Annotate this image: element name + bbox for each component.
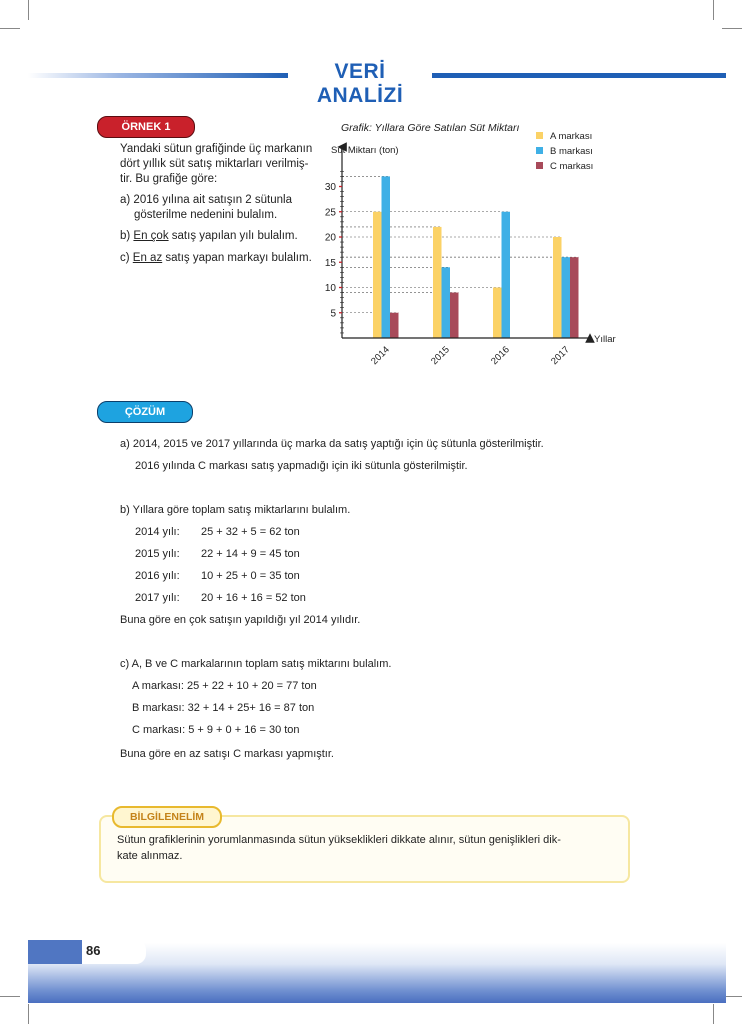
year-total-calc: 25 + 32 + 5 = 62 ton xyxy=(201,526,300,538)
bar-chart xyxy=(326,115,616,375)
crop-mark xyxy=(0,996,20,997)
question-block xyxy=(120,142,340,266)
crop-mark xyxy=(713,0,714,20)
brand-total: C markası: 5 + 9 + 0 + 16 = 30 ton xyxy=(132,724,300,736)
solution-b-intro: b) Yıllara göre toplam satış miktarlarını bulalım. xyxy=(120,504,351,516)
legend-label: B markası xyxy=(550,146,593,157)
legend-swatch xyxy=(536,147,543,154)
x-tick-label: 2016 xyxy=(489,344,512,368)
year-total-calc: 20 + 16 + 16 = 52 ton xyxy=(201,592,306,604)
x-tick-label: 2014 xyxy=(369,344,392,368)
y-axis-label: Süt Miktarı (ton) xyxy=(331,145,399,156)
question-a-line1: a) 2016 yılına ait satışın 2 sütunla xyxy=(120,194,292,206)
crop-mark xyxy=(722,28,742,29)
question-a-line2: gösterilme nedenini bulalım. xyxy=(134,209,278,221)
page-title: VERİ ANALİZİ xyxy=(316,60,404,107)
solution-c-intro: c) A, B ve C markalarının toplam satış miktarını bulalım. xyxy=(120,658,392,670)
crop-mark xyxy=(28,1004,29,1024)
info-text-line2: kate alınmaz. xyxy=(117,850,183,862)
question-b-suffix: satış yapılan yılı bulalım. xyxy=(168,230,298,242)
question-c-prefix: c) xyxy=(120,252,133,264)
question-c-emphasis: En az xyxy=(132,252,163,264)
crop-mark xyxy=(28,0,29,20)
y-tick-label: 25 xyxy=(324,207,336,219)
info-text-line1: Sütun grafiklerinin yorumlanmasında sütun yükseklikleri dikkate alınır, sütun genişlikleri dik- xyxy=(117,834,561,846)
solution-label: ÇÖZÜM xyxy=(97,401,193,423)
page-number: 86 xyxy=(86,943,101,958)
y-tick-label: 20 xyxy=(324,232,336,244)
year-total-calc: 10 + 25 + 0 = 35 ton xyxy=(201,570,300,582)
question-c-suffix: satış yapan markayı bulalım. xyxy=(162,252,312,264)
year-total-label: 2015 yılı: xyxy=(135,548,180,560)
bar-a-2015 xyxy=(433,227,442,338)
x-tick-label: 2015 xyxy=(429,344,452,368)
year-total-label: 2016 yılı: xyxy=(135,570,180,582)
bar-b-2014 xyxy=(382,176,391,338)
solution-a-line2: 2016 yılında C markası satış yapmadığı için iki sütunla gösterilmiştir. xyxy=(135,460,468,472)
bar-b-2017 xyxy=(562,257,571,338)
legend-swatch xyxy=(536,132,543,139)
question-intro-line: dört yıllık süt satış miktarları verilmiş- xyxy=(120,158,309,170)
solution-a-line1: a) 2014, 2015 ve 2017 yıllarında üç marka da satış yaptığı için üç sütunla gösterilmiştir. xyxy=(120,438,544,450)
legend-label: A markası xyxy=(550,131,593,142)
bar-b-2016 xyxy=(502,212,511,338)
y-tick-label: 15 xyxy=(324,257,336,269)
header-rule-left xyxy=(28,73,288,78)
question-intro-line: tir. Bu grafiğe göre: xyxy=(120,173,218,185)
crop-mark xyxy=(0,28,20,29)
bar-c-2017 xyxy=(570,257,579,338)
brand-total: A markası: 25 + 22 + 10 + 20 = 77 ton xyxy=(132,680,317,692)
brand-total: B markası: 32 + 14 + 25+ 16 = 87 ton xyxy=(132,702,315,714)
bar-a-2014 xyxy=(373,212,382,338)
solution-b-conclusion: Buna göre en çok satışın yapıldığı yıl 2014 yılıdır. xyxy=(120,614,361,626)
bar-c-2015 xyxy=(450,293,459,338)
year-total-label: 2017 yılı: xyxy=(135,592,180,604)
question-b xyxy=(120,229,340,244)
header-rule-right xyxy=(432,73,726,78)
legend-label: C markası xyxy=(550,161,594,172)
question-b-emphasis: En çok xyxy=(133,230,169,242)
y-tick-label: 10 xyxy=(324,283,336,294)
page-header xyxy=(0,60,742,107)
year-total-label: 2014 yılı: xyxy=(135,526,180,538)
bar-a-2017 xyxy=(553,237,562,338)
bar-a-2016 xyxy=(493,288,502,339)
bar-c-2014 xyxy=(390,313,399,338)
question-intro-line: Yandaki sütun grafiğinde üç markanın xyxy=(120,143,313,155)
x-axis-label: Yıllar xyxy=(594,334,616,345)
y-tick-label: 5 xyxy=(330,308,336,320)
chart-title: Grafik: Yıllara Göre Satılan Süt Miktarı xyxy=(341,122,520,134)
info-label: BİLGİLENELİM xyxy=(112,806,222,828)
bar-b-2015 xyxy=(442,267,451,338)
question-b-prefix: b) xyxy=(120,230,134,242)
solution-c-conclusion: Buna göre en az satışı C markası yapmıştır. xyxy=(120,748,334,760)
question-c xyxy=(120,251,340,266)
legend-swatch xyxy=(536,162,543,169)
page-number-accent xyxy=(28,940,82,964)
year-total-calc: 22 + 14 + 9 = 45 ton xyxy=(201,548,300,560)
example-label: ÖRNEK 1 xyxy=(97,116,195,138)
x-tick-label: 2017 xyxy=(549,344,572,368)
crop-mark xyxy=(713,1004,714,1024)
y-tick-label: 30 xyxy=(324,182,336,193)
